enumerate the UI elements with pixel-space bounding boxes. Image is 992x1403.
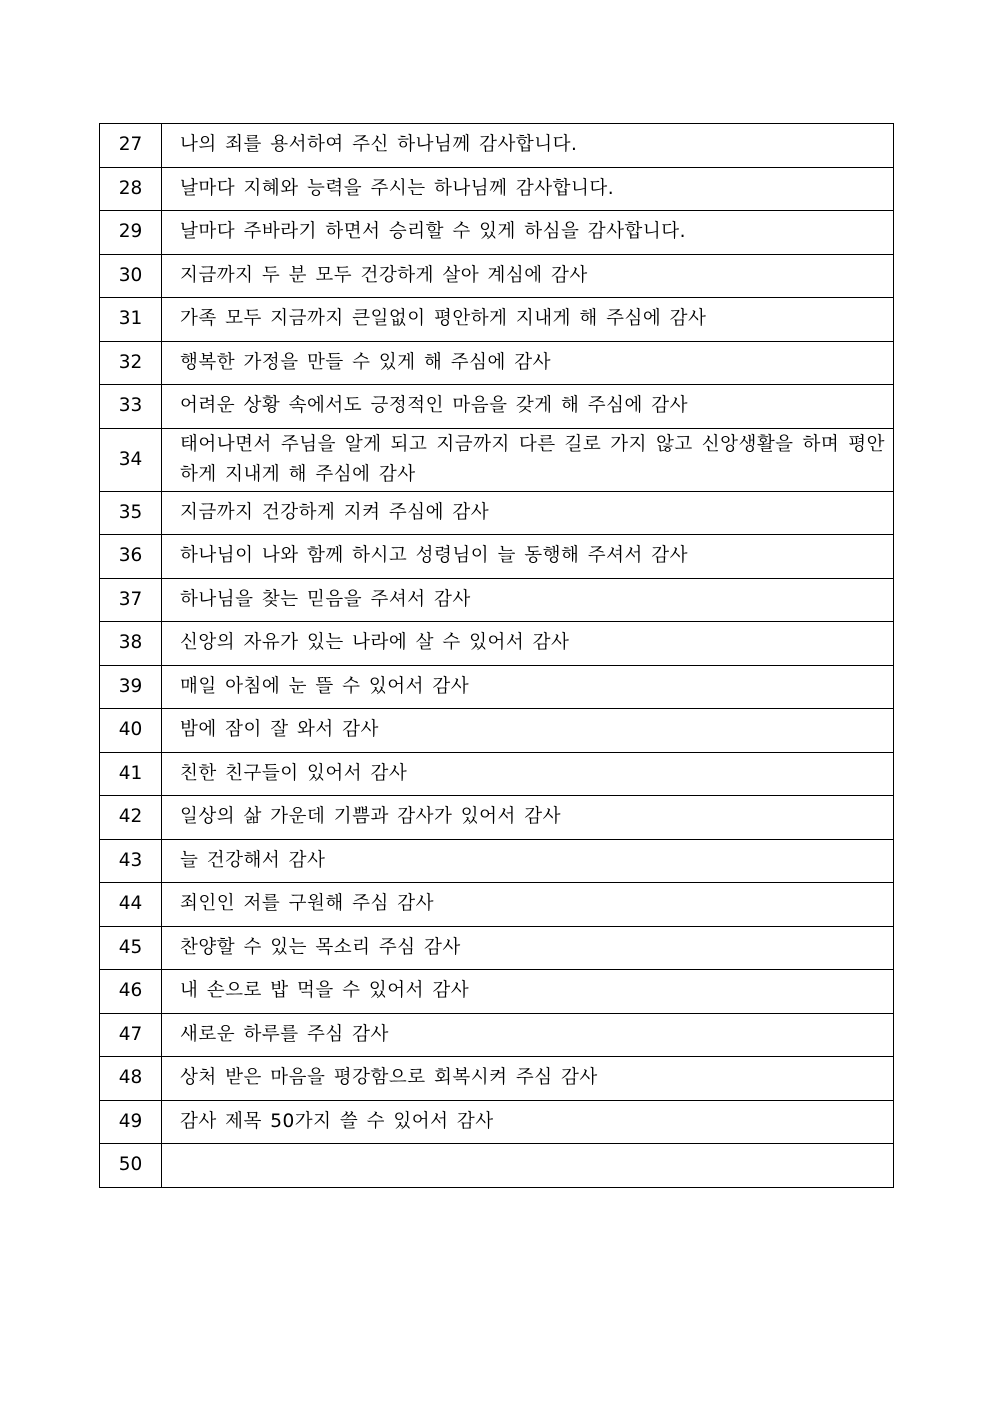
- table-row: [100, 839, 894, 883]
- row-number: 44: [100, 883, 162, 927]
- row-text: 하나님을 찾는 믿음을 주셔서 감사: [162, 578, 894, 622]
- row-text: 찬양할 수 있는 목소리 주심 감사: [162, 926, 894, 970]
- row-text: 일상의 삶 가운데 기쁨과 감사가 있어서 감사: [162, 796, 894, 840]
- row-number: 39: [100, 665, 162, 709]
- row-text: 가족 모두 지금까지 큰일없이 평안하게 지내게 해 주심에 감사: [162, 298, 894, 342]
- row-number: 29: [100, 211, 162, 255]
- row-number: 33: [100, 385, 162, 429]
- row-text: 친한 친구들이 있어서 감사: [162, 752, 894, 796]
- row-text: 행복한 가정을 만들 수 있게 해 주심에 감사: [162, 341, 894, 385]
- row-number: 34: [100, 428, 162, 491]
- row-text: 날마다 주바라기 하면서 승리할 수 있게 하심을 감사합니다.: [162, 211, 894, 255]
- row-number: 36: [100, 535, 162, 579]
- table-row: [100, 796, 894, 840]
- gratitude-list-table: [99, 123, 894, 1188]
- table-row: [100, 622, 894, 666]
- row-text: 날마다 지혜와 능력을 주시는 하나님께 감사합니다.: [162, 167, 894, 211]
- row-number: 30: [100, 254, 162, 298]
- table-row: [100, 926, 894, 970]
- row-text: 하나님이 나와 함께 하시고 성령님이 늘 동행해 주셔서 감사: [162, 535, 894, 579]
- row-number: 35: [100, 491, 162, 535]
- row-number: 37: [100, 578, 162, 622]
- row-number: 40: [100, 709, 162, 753]
- row-text: 지금까지 두 분 모두 건강하게 살아 계심에 감사: [162, 254, 894, 298]
- table-row: [100, 709, 894, 753]
- row-text: 나의 죄를 용서하여 주신 하나님께 감사합니다.: [162, 124, 894, 168]
- row-text: 어려운 상황 속에서도 긍정적인 마음을 갖게 해 주심에 감사: [162, 385, 894, 429]
- table-row: [100, 124, 894, 168]
- row-text: 감사 제목 50가지 쓸 수 있어서 감사: [162, 1100, 894, 1144]
- table-row: [100, 970, 894, 1014]
- table-row: [100, 578, 894, 622]
- row-text: 내 손으로 밥 먹을 수 있어서 감사: [162, 970, 894, 1014]
- row-number: 32: [100, 341, 162, 385]
- table-row: [100, 428, 894, 491]
- row-text: 밤에 잠이 잘 와서 감사: [162, 709, 894, 753]
- row-text: 상처 받은 마음을 평강함으로 회복시켜 주심 감사: [162, 1057, 894, 1101]
- row-number: 38: [100, 622, 162, 666]
- table-row: [100, 211, 894, 255]
- row-number: 46: [100, 970, 162, 1014]
- row-number: 42: [100, 796, 162, 840]
- row-number: 45: [100, 926, 162, 970]
- row-number: 47: [100, 1013, 162, 1057]
- row-number: 49: [100, 1100, 162, 1144]
- row-number: 48: [100, 1057, 162, 1101]
- row-number: 43: [100, 839, 162, 883]
- table-row: [100, 665, 894, 709]
- table-row: [100, 491, 894, 535]
- row-number: 50: [100, 1144, 162, 1188]
- row-text: 신앙의 자유가 있는 나라에 살 수 있어서 감사: [162, 622, 894, 666]
- table-row: [100, 1013, 894, 1057]
- table-row: [100, 341, 894, 385]
- row-text: 매일 아침에 눈 뜰 수 있어서 감사: [162, 665, 894, 709]
- table-row: [100, 298, 894, 342]
- row-number: 31: [100, 298, 162, 342]
- row-text: [162, 1144, 894, 1188]
- table-row: [100, 752, 894, 796]
- row-text: 새로운 하루를 주심 감사: [162, 1013, 894, 1057]
- table-row: [100, 535, 894, 579]
- row-text: 지금까지 건강하게 지켜 주심에 감사: [162, 491, 894, 535]
- row-text: 죄인인 저를 구원해 주심 감사: [162, 883, 894, 927]
- row-number: 41: [100, 752, 162, 796]
- table-row: [100, 167, 894, 211]
- row-text: 태어나면서 주님을 알게 되고 지금까지 다른 길로 가지 않고 신앙생활을 하며 평안하게 지내게 해 주심에 감사: [162, 428, 894, 491]
- table-row: [100, 883, 894, 927]
- table-row: [100, 1144, 894, 1188]
- row-text: 늘 건강해서 감사: [162, 839, 894, 883]
- table-row: [100, 254, 894, 298]
- row-number: 28: [100, 167, 162, 211]
- table-row: [100, 385, 894, 429]
- row-number: 27: [100, 124, 162, 168]
- table-row: [100, 1057, 894, 1101]
- table-row: [100, 1100, 894, 1144]
